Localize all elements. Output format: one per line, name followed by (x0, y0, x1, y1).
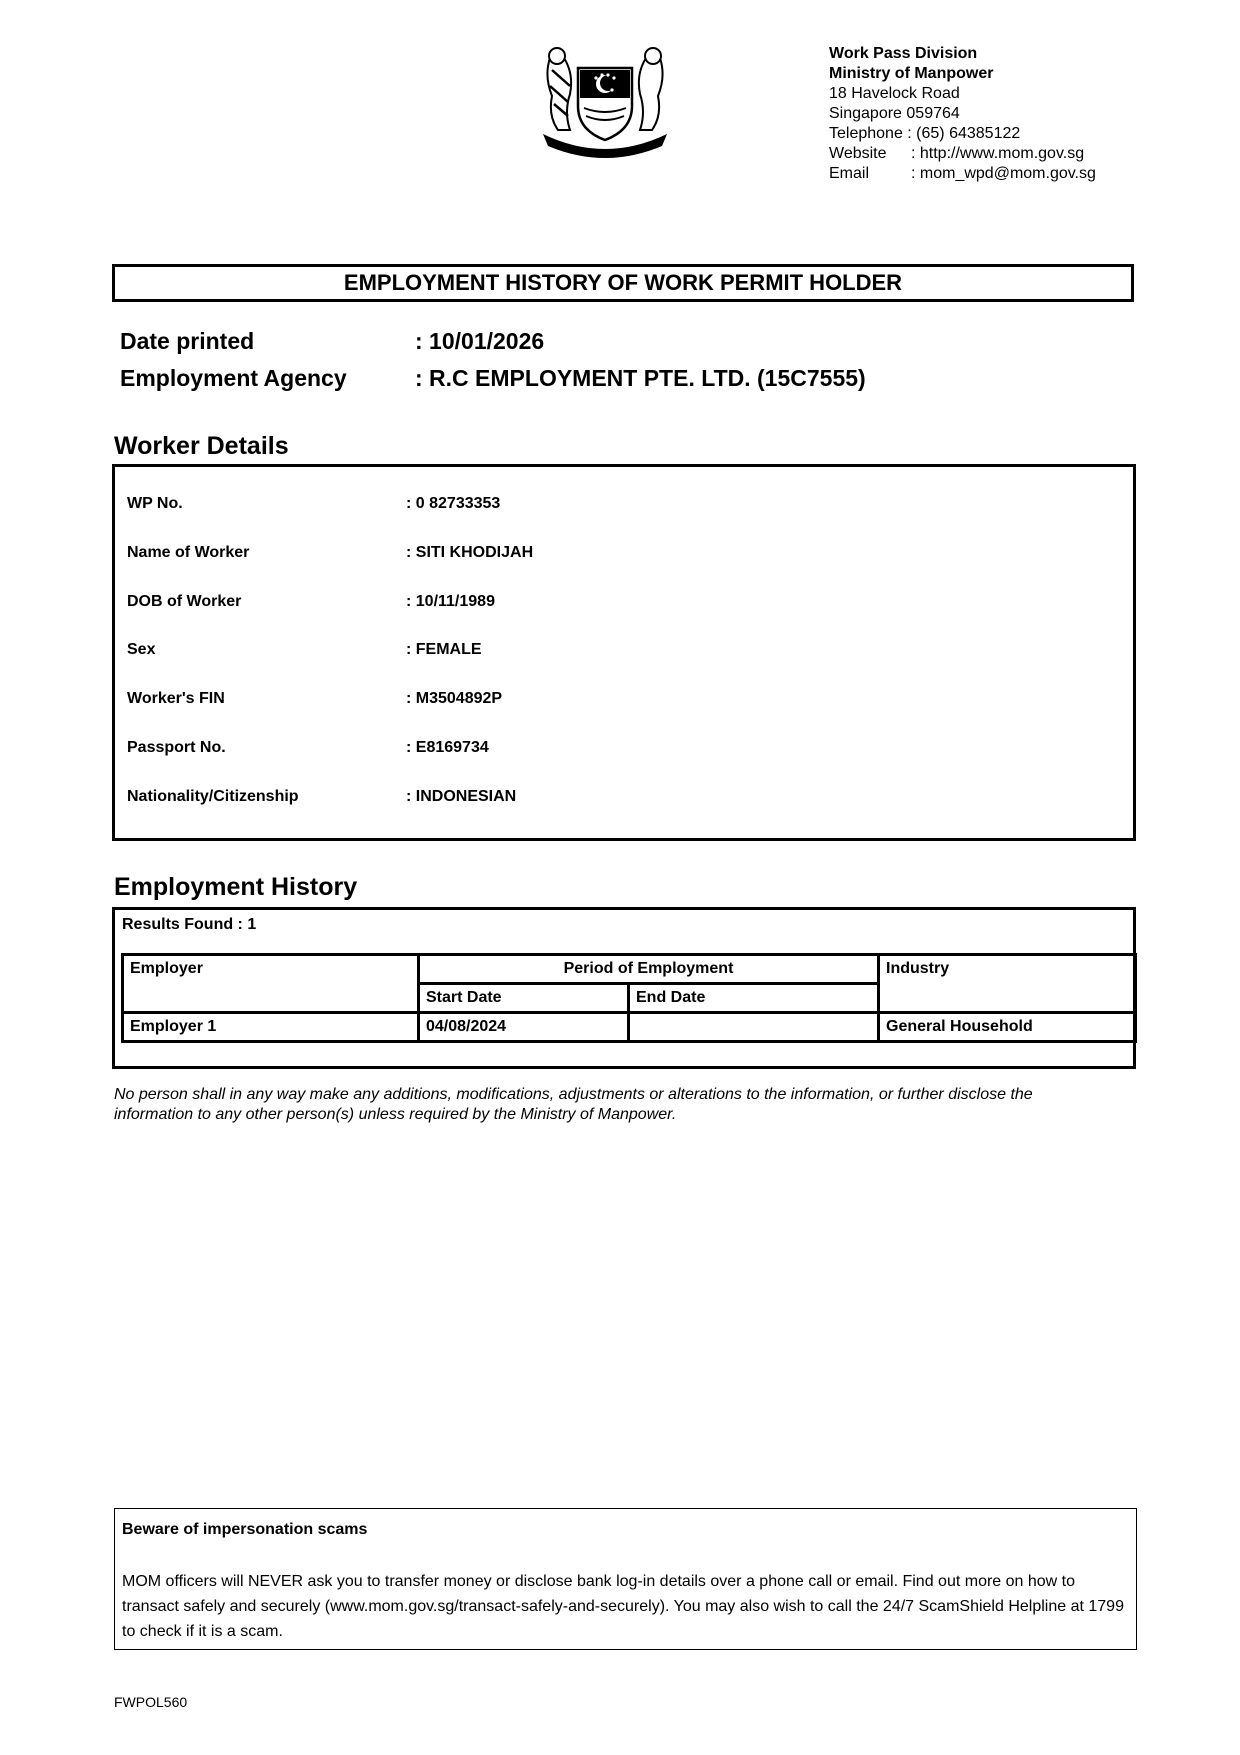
website-label: Website (829, 145, 887, 162)
employment-agency-label: Employment Agency (120, 365, 347, 391)
worker-detail-label: DOB of Worker (127, 593, 242, 610)
table-row (123, 1013, 1136, 1042)
worker-detail-value: : FEMALE (406, 641, 482, 658)
worker-detail-row (127, 593, 495, 611)
disclaimer-text: No person shall in any way make any additions, modifications, adjustments or alterations to the information, or further disclose the information to any other person(s) unless required by the Ministry of Manpower. (114, 1086, 1033, 1123)
worker-detail-label: Passport No. (127, 739, 226, 756)
table-header-row (123, 955, 1136, 984)
worker-detail-label: Name of Worker (127, 544, 250, 561)
results-found: Results Found : 1 (122, 916, 257, 933)
worker-detail-value: : SITI KHODIJAH (406, 544, 534, 561)
scam-notice-box (114, 1508, 1137, 1650)
worker-detail-value: : E8169734 (406, 739, 489, 756)
worker-detail-label: Nationality/Citizenship (127, 788, 299, 805)
website-value: : http://www.mom.gov.sg (911, 145, 1085, 162)
scam-notice-heading: Beware of impersonation scams (122, 1521, 368, 1538)
date-printed-value: : 10/01/2026 (415, 328, 545, 354)
worker-detail-row (127, 739, 489, 757)
employment-history-box (112, 907, 1136, 1069)
worker-detail-label: WP No. (127, 495, 183, 512)
scam-notice-body: MOM officers will NEVER ask you to transfer money or disclose bank log-in details over a phone call or email. Find out more on how to transact safely and securely (www.mom.gov.sg/transact-safely-and-securely). You may also wish to call the 24/7 ScamShield Helpline at 1799 to check if it is a scam. (122, 1573, 1124, 1640)
period-column-header: Period of Employment (419, 955, 879, 984)
employment-agency-value: : R.C EMPLOYMENT PTE. LTD. (15C7555) (415, 365, 866, 391)
worker-detail-row (127, 495, 501, 513)
worker-detail-label: Sex (127, 641, 156, 658)
coat-of-arms-icon (540, 46, 670, 158)
worker-detail-row (127, 641, 482, 659)
ministry-address-block (829, 44, 1096, 184)
start-date-column-header: Start Date (419, 984, 629, 1013)
address-line: 18 Havelock Road (829, 85, 960, 102)
division-name: Work Pass Division (829, 45, 978, 62)
worker-detail-label: Worker's FIN (127, 690, 225, 707)
worker-detail-row (127, 544, 534, 562)
employment-history-heading: Employment History (114, 873, 358, 901)
worker-detail-value: : INDONESIAN (406, 788, 517, 805)
document-title: EMPLOYMENT HISTORY OF WORK PERMIT HOLDER (112, 264, 1134, 302)
industry-cell: General Household (879, 1013, 1136, 1042)
ministry-name: Ministry of Manpower (829, 65, 994, 82)
start-date-cell: 04/08/2024 (419, 1013, 629, 1042)
employment-history-table (121, 953, 1137, 1043)
email (829, 164, 1096, 184)
worker-detail-row (127, 788, 517, 806)
worker-detail-value: : 10/11/1989 (406, 593, 495, 610)
address-line: Singapore 059764 (829, 105, 960, 122)
worker-detail-value: : M3504892P (406, 690, 503, 707)
employer-cell: Employer 1 (123, 1013, 419, 1042)
employer-column-header: Employer (123, 955, 419, 1013)
date-printed-label: Date printed (120, 328, 255, 354)
telephone: Telephone : (65) 64385122 (829, 125, 1021, 142)
website (829, 144, 1096, 164)
end-date-column-header: End Date (629, 984, 879, 1013)
email-value: : mom_wpd@mom.gov.sg (911, 165, 1096, 182)
worker-details-box (112, 464, 1136, 841)
industry-column-header: Industry (879, 955, 1136, 1013)
end-date-cell (629, 1013, 879, 1042)
form-reference: FWPOL560 (114, 1694, 188, 1710)
email-label: Email (829, 165, 870, 182)
coat-of-arms-logo (540, 46, 670, 158)
worker-details-heading: Worker Details (114, 432, 289, 460)
worker-detail-value: : 0 82733353 (406, 495, 501, 512)
worker-detail-row (127, 690, 503, 708)
